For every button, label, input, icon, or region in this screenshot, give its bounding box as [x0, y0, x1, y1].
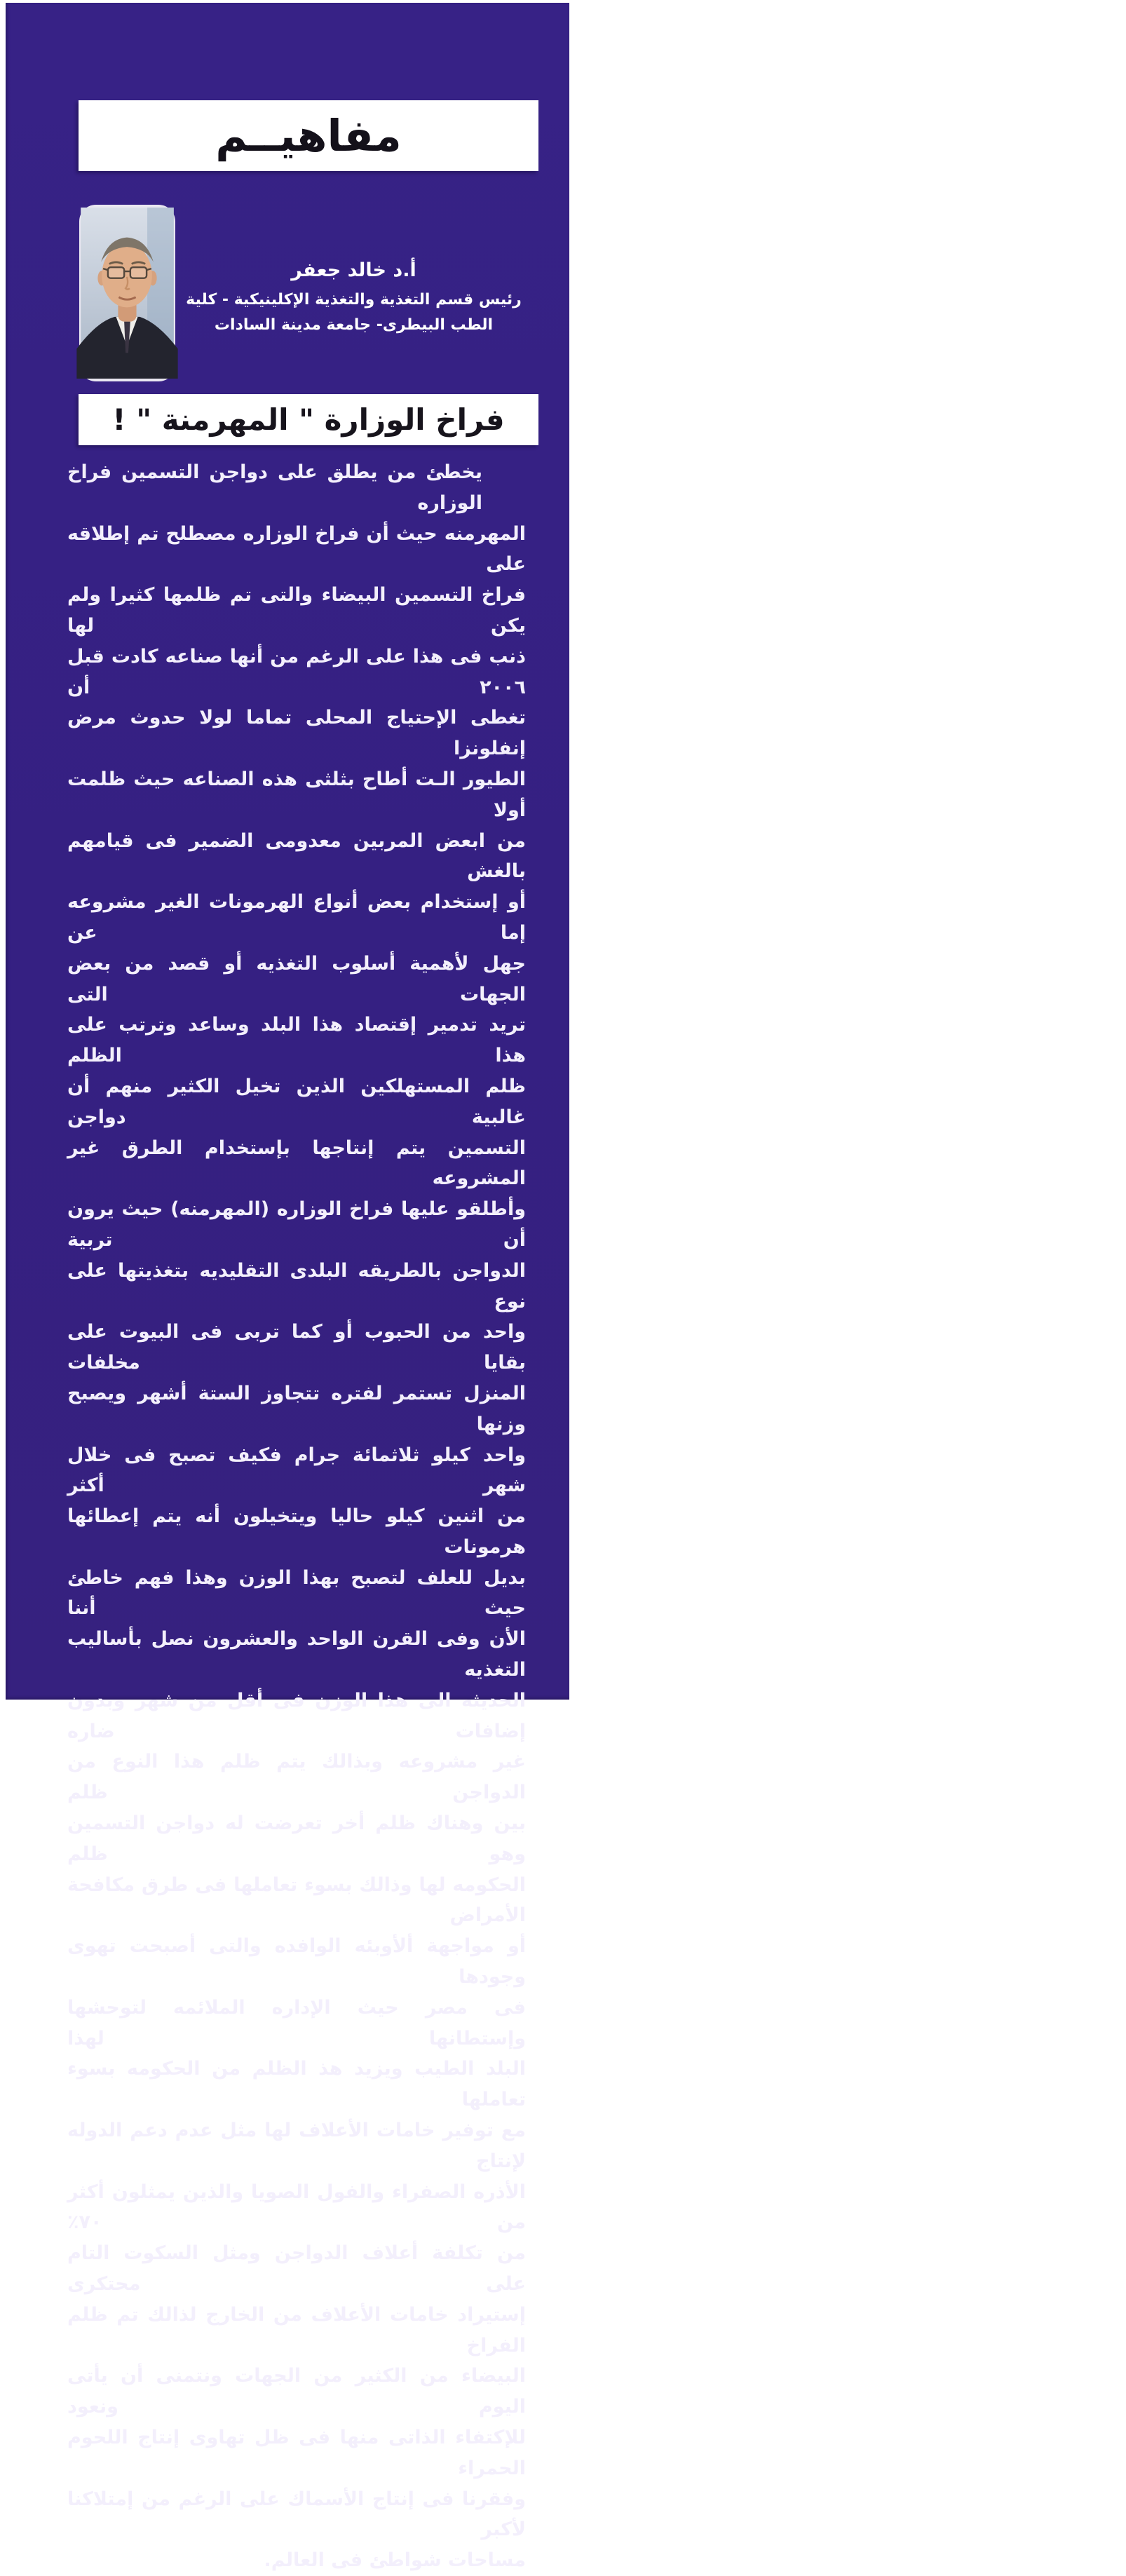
article-line: غير مشروعه وبذالك يتم ظلم هذا النوع من الدواجن ظلم: [67, 1751, 526, 1804]
article-line: للإكتفاء الذاتى منها فى ظل تهاوى إنتاج اللحوم الحمراء: [67, 2427, 526, 2479]
article-line: واحد من الحبوب أو كما تربى فى البيوت على بقايا مخلفات: [67, 1321, 526, 1374]
article-line: الدواجن بالطريقه البلدى التقليديه بتغذيتها على نوع: [67, 1259, 526, 1313]
article-title: فراخ الوزارة " المهرمنة " !: [112, 402, 505, 437]
article-line: البيضاء من الكثير من الجهات ونتمنى أن يأتى اليوم ونعود: [67, 2365, 526, 2418]
article-line: بديل للعلف لتصبح بهذا الوزن وهذا فهم خاطئ حيث أننا: [67, 1566, 526, 1620]
article-line: مساحات شواطئ فى العالم.: [264, 2549, 526, 2572]
article-line: أو مواجهة ألأوبئه الوافده والتى أصبحت تهوى وجودها: [67, 1935, 526, 1988]
section-title: مفاهيــم: [215, 110, 402, 161]
article-body: [67, 457, 526, 2576]
article-line: جهل لأهمية أسلوب التغذيه أو قصد من بعض الجهات التى: [67, 952, 526, 1005]
article-line: ظلم المستهلكين الذين تخيل الكثير منهم أن غالبية دواجن: [67, 1075, 526, 1128]
article-title-box: [79, 394, 538, 445]
article-line: وفقرنا فى إنتاج الأسماك على الرغم من إمتلاكنا لأكبر: [67, 2488, 526, 2541]
article-line: الحديثه الى هذا الوزن فى أقل من شهر وبدون إضافات ضاره: [67, 1689, 526, 1742]
article-line: من تكلفة أعلاف الدواجن ومثل السكوت التام على محتكرى: [67, 2242, 526, 2296]
article-line: إستيراد خامات الأعلاف من الخارج لذالك تم ظلم الفراخ: [67, 2303, 526, 2357]
article-line: الأن وفى القرن الواحد والعشرون نصل بأساليب التغذيه: [67, 1628, 526, 1681]
article-line: يخطئ من يطلق على دواجن التسمين فراخ الوزاره: [67, 461, 482, 514]
article-line: تريد تدمير إقتصاد هذا البلد وساعد وترتب على هذا الظلم: [67, 1014, 526, 1067]
article-line: بين وهناك ظلم أخر تعرضت له دواجن التسمين وهو ظلم: [67, 1812, 526, 1865]
article-line: وأطلقو عليها فراخ الوزاره (المهرمنه) حيث يرون أن تربية: [67, 1198, 526, 1251]
article-line: من اثنين كيلو حاليا ويتخيلون أنه يتم إعطائها هرمونات: [67, 1505, 526, 1558]
author-block: [177, 259, 531, 338]
article-line: من ابعض المربين معدومى الضمير فى قيامهم بالغش: [67, 829, 526, 883]
article-line: واحد كيلو ثلاثمائة جرام فكيف تصبح فى خلال شهر أكثر: [67, 1444, 526, 1497]
article-line: أو إستخدام بعض أنواع الهرمونات الغير مشروعه إما عن: [67, 891, 526, 944]
article-line: البلد الطيب ويزيد هذ الظلم من الحكومه بسوء تعاملها: [67, 2058, 526, 2111]
article-column: [6, 3, 569, 2572]
article-line: المهرمنه حيث أن فراخ الوزاره مصطلح تم إطلاقه على: [67, 522, 526, 576]
article-line: مع توفير خامات الأعلاف لها مثل عدم دعم الدوله لإنتاج: [67, 2120, 526, 2172]
article-line: تغطى الإحتياج المحلى تماما لولا حدوث مرض إنفلونزا: [67, 707, 526, 760]
author-role-line-1: رئيس قسم التغذية والتغذية الإكلينيكية - كلية: [186, 291, 522, 309]
section-header-box: [79, 100, 538, 171]
author-photo: [79, 205, 175, 381]
author-name: أ.د خالد جعفر: [291, 259, 416, 281]
article-line: المنزل تستمر لفتره تتجاوز الستة أشهر ويصبح وزنها: [67, 1382, 526, 1435]
article-line: فى مصر حيث الإداره الملائمه لتوحشها وإستطانها لهذا: [67, 1996, 526, 2049]
author-role-line-2: الطب البيطرى- جامعة مدينة السادات: [214, 316, 494, 334]
article-line: الطيور الـت أطاح بثلثى هذه الصناعه حيث ظلمت أولا: [67, 768, 526, 821]
article-line: فراخ التسمين البيضاء والتى تم ظلمها كثيرا ولم يكن لها: [67, 584, 526, 637]
article-line: ذنب فى هذا على الرغم من أنها صناعه كادت قبل ٢٠٠٦ أن: [67, 645, 526, 698]
article-line: الأذره الصفراء والفول الصويا والذين يمثلون أكثر من ٧٠٪: [67, 2181, 526, 2234]
article-line: التسمين يتم إنتاجها بإستخدام الطرق غير المشروعه: [67, 1137, 526, 1190]
article-line: الحكومه لها وذالك بسوء تعاملها فى طرق مكافحة الأمراض: [67, 1873, 526, 1927]
